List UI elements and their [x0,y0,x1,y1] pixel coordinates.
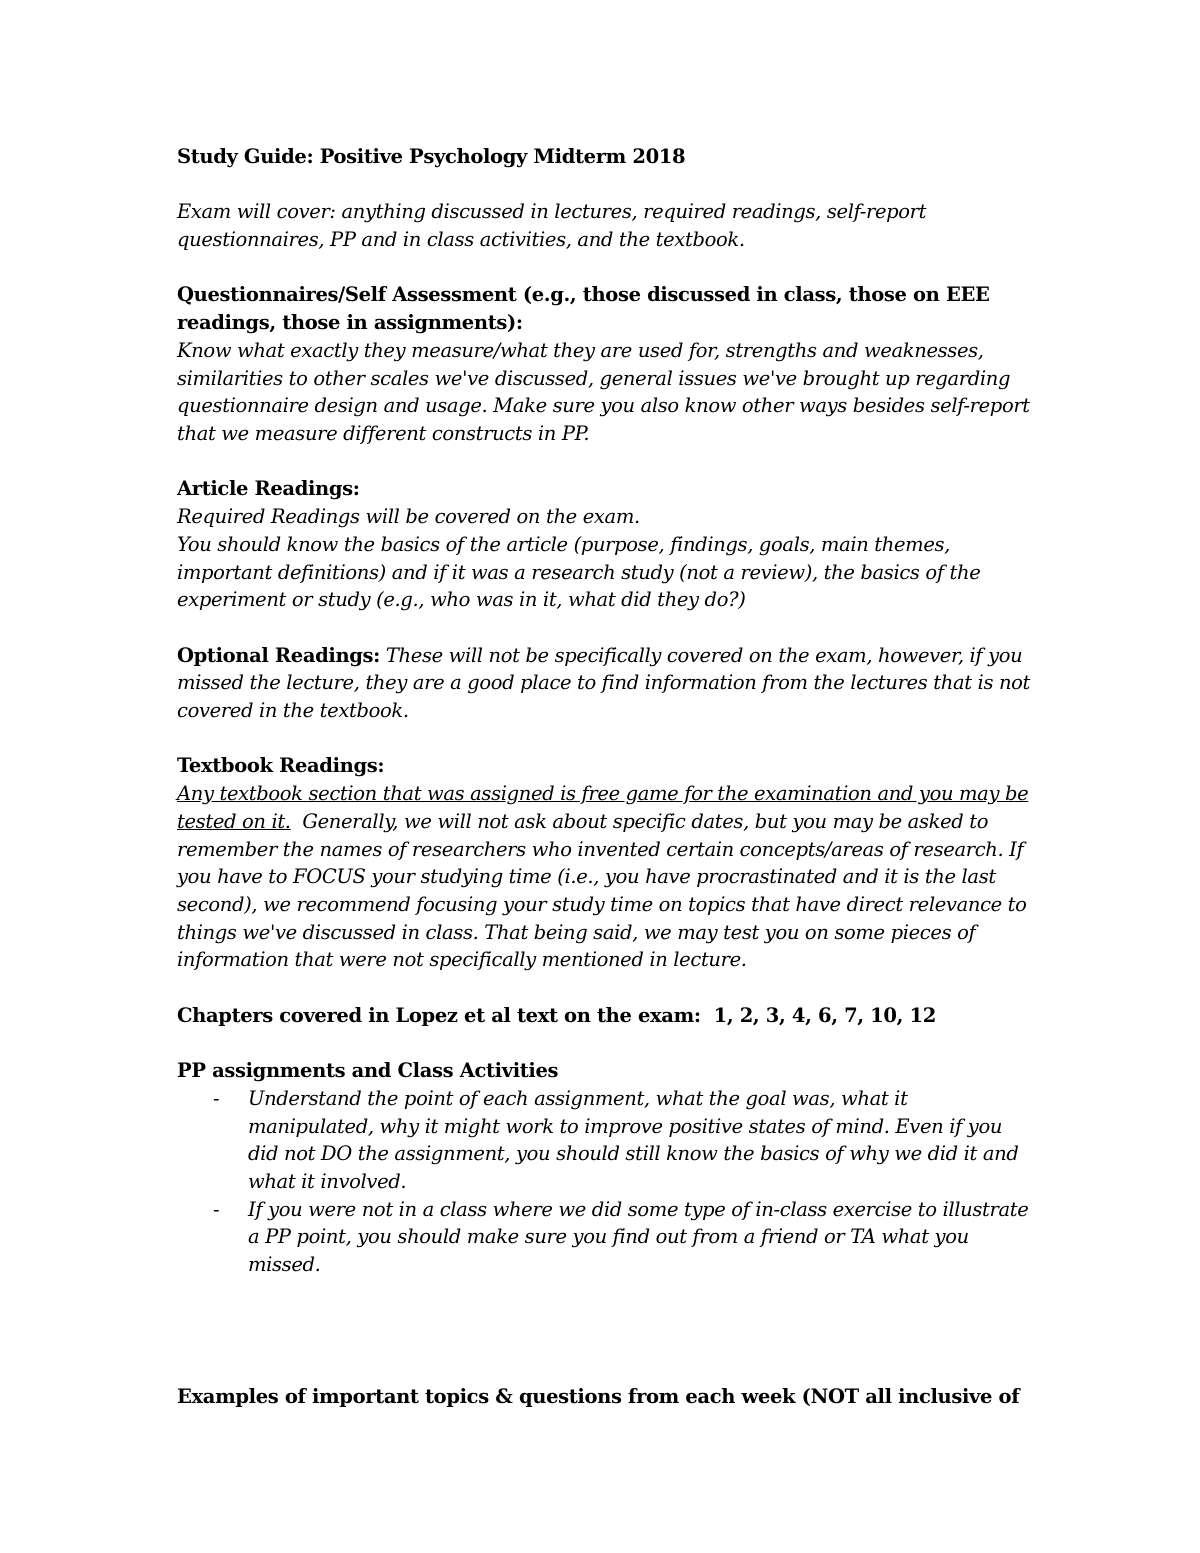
document-title: Study Guide: Positive Psychology Midterm 2018 [177,145,686,168]
spacer [177,254,1037,282]
dash-bullet: - [213,1086,220,1110]
spacer [177,974,1037,1002]
list-item [177,1196,1037,1279]
pp-assignments-heading: PP assignments and Class Activities [177,1059,559,1083]
textbook-readings-body: Generally, we will not ask about specific dates, but you may be asked to remember the names of researchers who invented certain concepts/areas of research. If you have to FOCUS your studying time (i.e., you have procrastinated and it is the last second), we recommend focusing your study time on topics that have direct relevance to things we've discussed in class. That being said, we may test you on some pieces of information that were not specifically mentioned in lecture. [177,809,1033,972]
textbook-readings-underlined: Any textbook section that was assigned is free game for the examination and you may be tested on it. [177,782,1029,833]
textbook-readings-heading: Textbook Readings: [177,754,385,778]
chapters-label: Chapters covered in Lopez et al text on the exam: [177,1003,701,1027]
optional-readings-body: These will not be specifically covered on the exam, however, if you missed the lecture, they are a good place to find information from the lectures that is not covered in the textbook. [177,643,1031,722]
spacer [177,448,1037,476]
spacer [177,725,1037,753]
article-readings-line2: You should know the basics of the article (purpose, findings, goals, main themes, important definitions) and if it was a research study (not a review), the basics of the experiment or study (e.g., who was in it, what did they do?) [177,532,981,612]
dash-bullet: - [213,1197,220,1221]
list-item-text: Understand the point of each assignment, what the goal was, what it manipulated, why it might work to improve positive states of mind. Even if you did not DO the assignment, you should still know the basics of why we did it and what it involved. [248,1086,1019,1193]
list-item [177,1085,1037,1196]
optional-readings-heading: Optional Readings: [177,643,381,667]
optional-readings-paragraph [177,642,1037,725]
spacer [177,1029,1037,1057]
pp-assignments-list [177,1085,1037,1279]
examples-heading: Examples of important topics & questions from each week (NOT all inclusive of [177,1385,1020,1408]
exam-coverage-intro: Exam will cover: anything discussed in lectures, required readings, self-report questionnaires, PP and in class activities, and the textbook. [177,200,927,252]
textbook-readings-paragraph [177,780,1037,974]
list-item-text: If you were not in a class where we did some type of in-class exercise to illustrate a PP point, you should make sure you find out from a friend or TA what you missed. [248,1197,1029,1277]
chapters-list: 1, 2, 3, 4, 6, 7, 10, 12 [713,1003,936,1027]
questionnaires-body: Know what exactly they measure/what they are used for, strengths and weaknesses, similarities to other scales we've discussed, general issues we've brought up regarding questionnaire design and usage. Make sure you also know other ways besides self-report that we measure different constructs in PP. [177,338,1030,445]
article-readings-heading: Article Readings: [177,477,360,501]
document-body [177,143,1037,1279]
spacer [177,171,1037,199]
article-readings-line1: Required Readings will be covered on the exam. [177,505,640,529]
spacer [177,614,1037,642]
chapters-line [177,1002,1037,1030]
questionnaires-heading: Questionnaires/Self Assessment (e.g., those discussed in class, those on EEE readings, those in assignments): [177,283,990,335]
